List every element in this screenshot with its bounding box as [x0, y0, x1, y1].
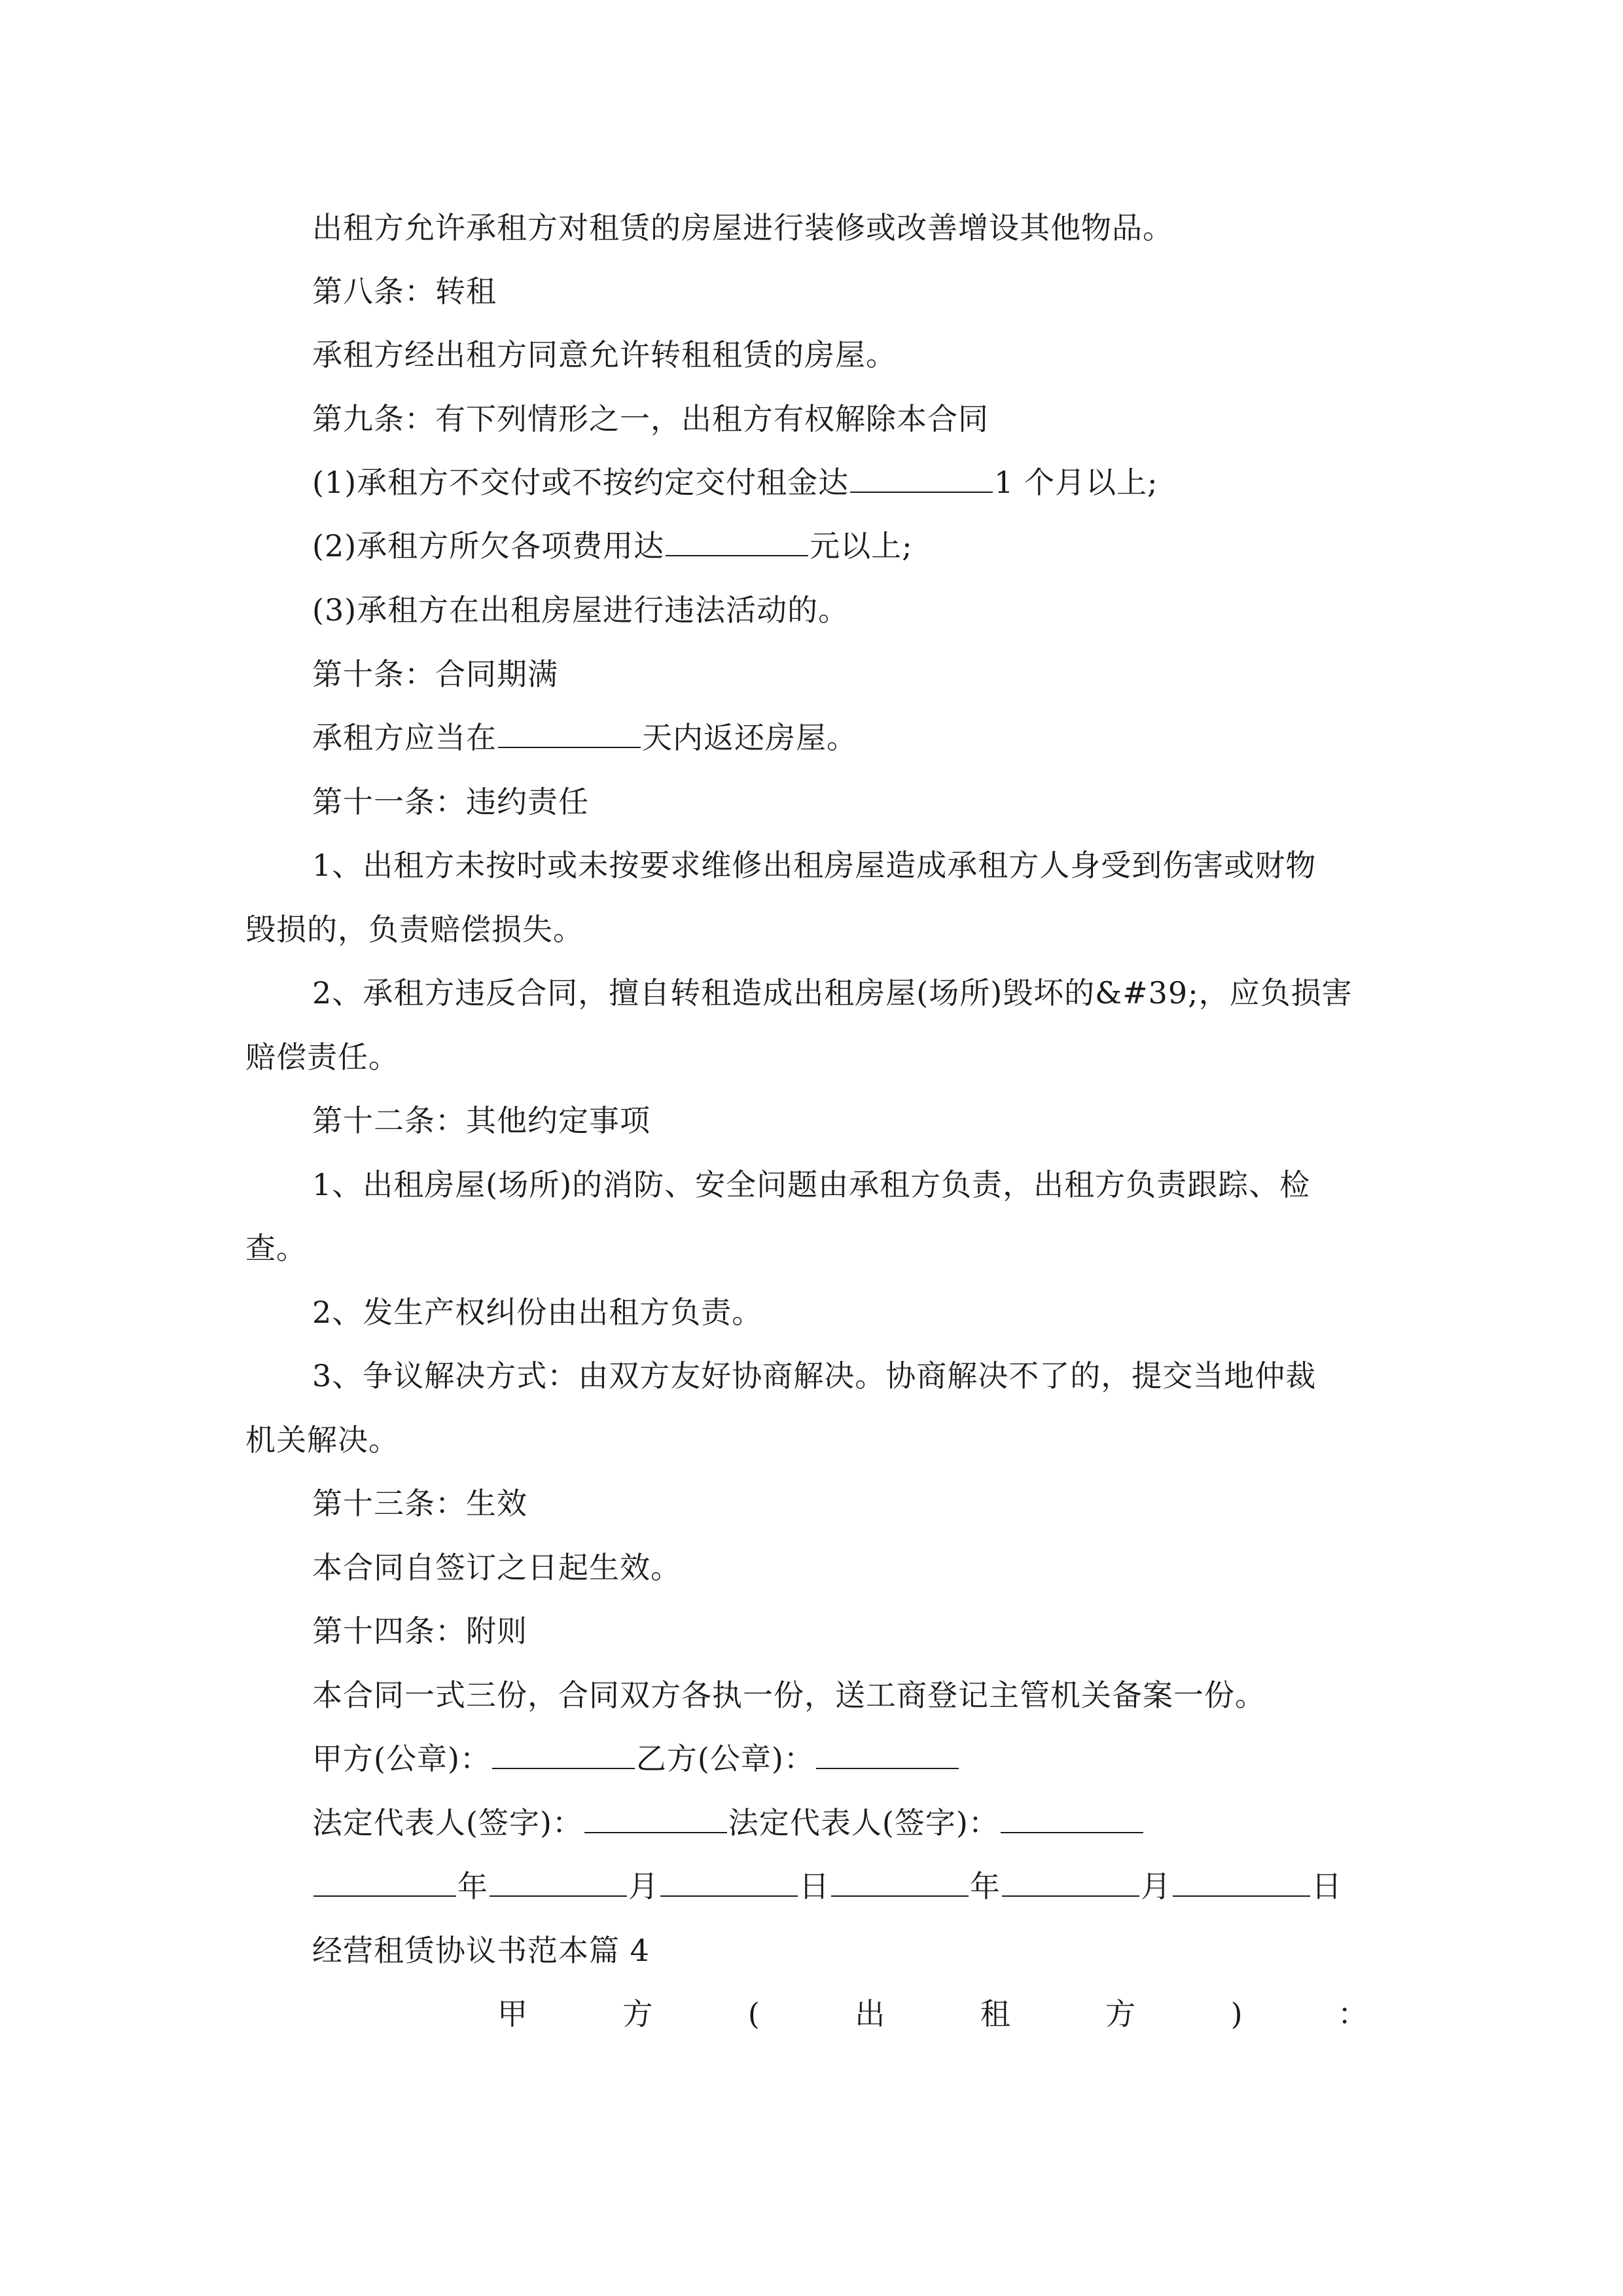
party-char: 甲 [497, 1996, 527, 2032]
article-heading: 第十一条：违约责任 [312, 784, 589, 819]
text-line: (3)承租方在出租房屋进行违法活动的。 [312, 592, 849, 628]
text-line [312, 526, 913, 565]
text-line [312, 718, 857, 757]
legal-rep-b-blank[interactable] [1001, 1803, 1143, 1833]
party-char: 出 [855, 1996, 885, 2032]
party-char: 方 [1105, 1996, 1136, 2032]
article-heading: 第十二条：其他约定事项 [312, 1103, 651, 1138]
month-blank[interactable] [490, 1867, 627, 1897]
clause-text: 1 个月以上; [994, 465, 1158, 500]
article-heading: 第九条：有下列情形之一，出租方有权解除本合同 [312, 401, 989, 437]
signature-line [312, 1803, 1145, 1842]
clause-text: 元以上; [810, 528, 913, 564]
day-blank[interactable] [660, 1867, 798, 1897]
party-char: 方 [622, 1996, 653, 2032]
text-line: 查。 [245, 1230, 307, 1266]
article-heading: 第十条：合同期满 [312, 656, 558, 692]
day-label: 日 [1311, 1869, 1342, 1904]
legal-rep-b-label: 法定代表人(签字)： [728, 1805, 999, 1840]
year-label: 年 [970, 1869, 1001, 1904]
fill-blank[interactable] [850, 463, 993, 493]
party-char: ) [1230, 1996, 1243, 2032]
section-title: 经营租赁协议书范本篇 4 [312, 1933, 650, 1968]
party-a-heading [497, 1994, 1368, 2034]
article-heading: 第十四条：附则 [312, 1613, 527, 1649]
signature-line [312, 1739, 960, 1778]
text-line: 毁损的，负责赔偿损失。 [245, 912, 584, 947]
text-line: 1、出租房屋(场所)的消防、安全问题由承租方负责，出租方负责跟踪、检 [312, 1167, 1311, 1202]
legal-rep-a-blank[interactable] [584, 1803, 727, 1833]
party-b-seal-label: 乙方(公章)： [635, 1741, 815, 1776]
year-blank[interactable] [313, 1867, 456, 1897]
text-line: 出租方允许承租方对租赁的房屋进行装修或改善增设其他物品。 [312, 210, 1173, 245]
text-line: 承租方经出租方同意允许转租租赁的房屋。 [312, 337, 897, 372]
text-line: 本合同自签订之日起生效。 [312, 1550, 681, 1585]
clause-text: (2)承租方所欠各项费用达 [312, 528, 665, 564]
text-line: 机关解决。 [245, 1422, 399, 1458]
month-label: 月 [1141, 1869, 1171, 1904]
text-line: 2、发生产权纠份由出租方负责。 [312, 1295, 763, 1330]
year-blank[interactable] [831, 1867, 969, 1897]
party-char: ( [747, 1996, 760, 2032]
clause-text: 承租方应当在 [312, 720, 497, 755]
text-line: 3、争议解决方式：由双方友好协商解决。协商解决不了的，提交当地仲裁 [312, 1358, 1317, 1393]
fill-blank[interactable] [666, 526, 808, 556]
party-a-seal-label: 甲方(公章)： [312, 1741, 491, 1776]
text-line [312, 463, 1158, 502]
article-heading: 第八条：转租 [312, 274, 497, 309]
fill-blank[interactable] [498, 718, 641, 748]
day-blank[interactable] [1173, 1867, 1310, 1897]
text-line: 赔偿责任。 [245, 1039, 399, 1075]
clause-text: (1)承租方不交付或不按约定交付租金达 [312, 465, 849, 500]
text-line: 2、承租方违反合同，擅自转租造成出租房屋(场所)毁坏的&#39;，应负损害 [312, 975, 1353, 1011]
party-char: ： [1337, 1996, 1368, 2032]
date-line [312, 1867, 1342, 1906]
party-a-seal-blank[interactable] [492, 1739, 635, 1769]
day-label: 日 [799, 1869, 830, 1904]
text-line: 本合同一式三份，合同双方各执一份，送工商登记主管机关备案一份。 [312, 1677, 1266, 1713]
party-b-seal-blank[interactable] [816, 1739, 959, 1769]
legal-rep-a-label: 法定代表人(签字)： [312, 1805, 583, 1840]
party-char: 租 [980, 1996, 1010, 2032]
month-blank[interactable] [1002, 1867, 1139, 1897]
month-label: 月 [628, 1869, 659, 1904]
clause-text: 天内返还房屋。 [642, 720, 857, 755]
text-line: 1、出租方未按时或未按要求维修出租房屋造成承租方人身受到伤害或财物 [312, 848, 1317, 883]
article-heading: 第十三条：生效 [312, 1486, 527, 1521]
year-label: 年 [457, 1869, 488, 1904]
